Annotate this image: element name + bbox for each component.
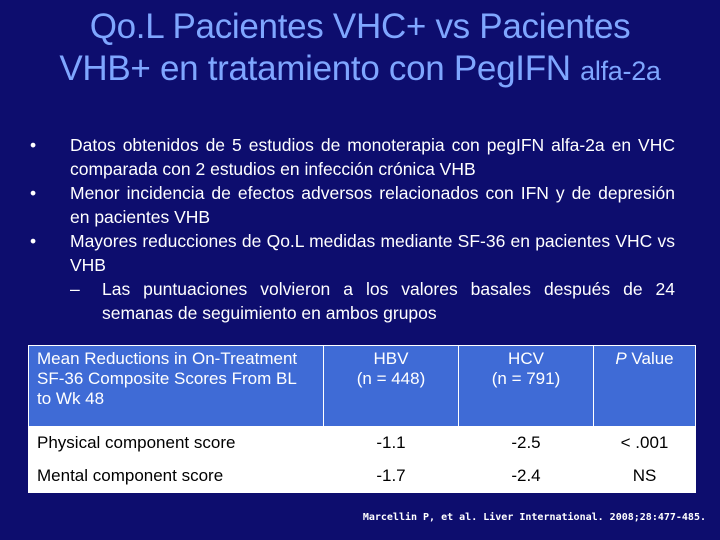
header-p-italic: P — [615, 349, 627, 368]
row-p: NS — [594, 460, 696, 493]
title-line-2-main: VHB+ en tratamiento con PegIFN — [59, 49, 581, 88]
bullet-dot: • — [30, 183, 37, 203]
row-hcv: -2.5 — [459, 427, 594, 460]
bullet-text: Datos obtenidos de 5 estudios de monoterapia con pegIFN alfa-2a en VHC comparada con 2 estudios en infección crónica VHB — [70, 135, 675, 179]
title-line-1: Qo.L Pacientes VHC+ vs Pacientes — [89, 7, 631, 46]
table-row — [29, 427, 696, 460]
row-hbv: -1.7 — [324, 460, 459, 493]
sub-bullet-dash: – — [70, 279, 80, 299]
row-hbv: -1.1 — [324, 427, 459, 460]
bullet-item — [30, 229, 675, 277]
header-hcv — [459, 346, 594, 427]
bullet-item — [30, 181, 675, 229]
citation: Marcellin P, et al. Liver International. 2008;28:477-485. — [362, 512, 706, 523]
header-measure: Mean Reductions in On-Treatment SF-36 Composite Scores From BL to Wk 48 — [29, 346, 324, 427]
bullet-dot: • — [30, 231, 37, 251]
row-label: Physical component score — [29, 427, 324, 460]
sub-bullet-item — [30, 277, 675, 325]
title-line-2 — [0, 48, 720, 92]
results-table — [28, 345, 696, 493]
bullet-text: Mayores reducciones de Qo.L medidas mediante SF-36 en pacientes VHC vs VHB — [70, 231, 675, 275]
bullet-item — [30, 133, 675, 181]
row-label: Mental component score — [29, 460, 324, 493]
header-hbv-n: (n = 448) — [356, 369, 426, 388]
table-row — [29, 460, 696, 493]
header-p-rest: Value — [626, 349, 674, 368]
slide-title — [0, 6, 720, 92]
header-hbv — [324, 346, 459, 427]
bullet-dot: • — [30, 135, 37, 155]
row-hcv: -2.4 — [459, 460, 594, 493]
header-p-value — [594, 346, 696, 427]
bullet-list — [30, 133, 675, 325]
table-header-row — [29, 346, 696, 427]
row-p: < .001 — [594, 427, 696, 460]
sub-bullet-text: Las puntuaciones volvieron a los valores basales después de 24 semanas de seguimiento en ambos grupos — [102, 279, 675, 323]
header-hbv-label: HBV — [373, 349, 409, 368]
header-hcv-label: HCV — [508, 349, 544, 368]
title-line-2-small: alfa-2a — [580, 56, 661, 86]
bullet-text: Menor incidencia de efectos adversos relacionados con IFN y de depresión en pacientes VHB — [70, 183, 675, 227]
header-hcv-n: (n = 791) — [491, 369, 561, 388]
